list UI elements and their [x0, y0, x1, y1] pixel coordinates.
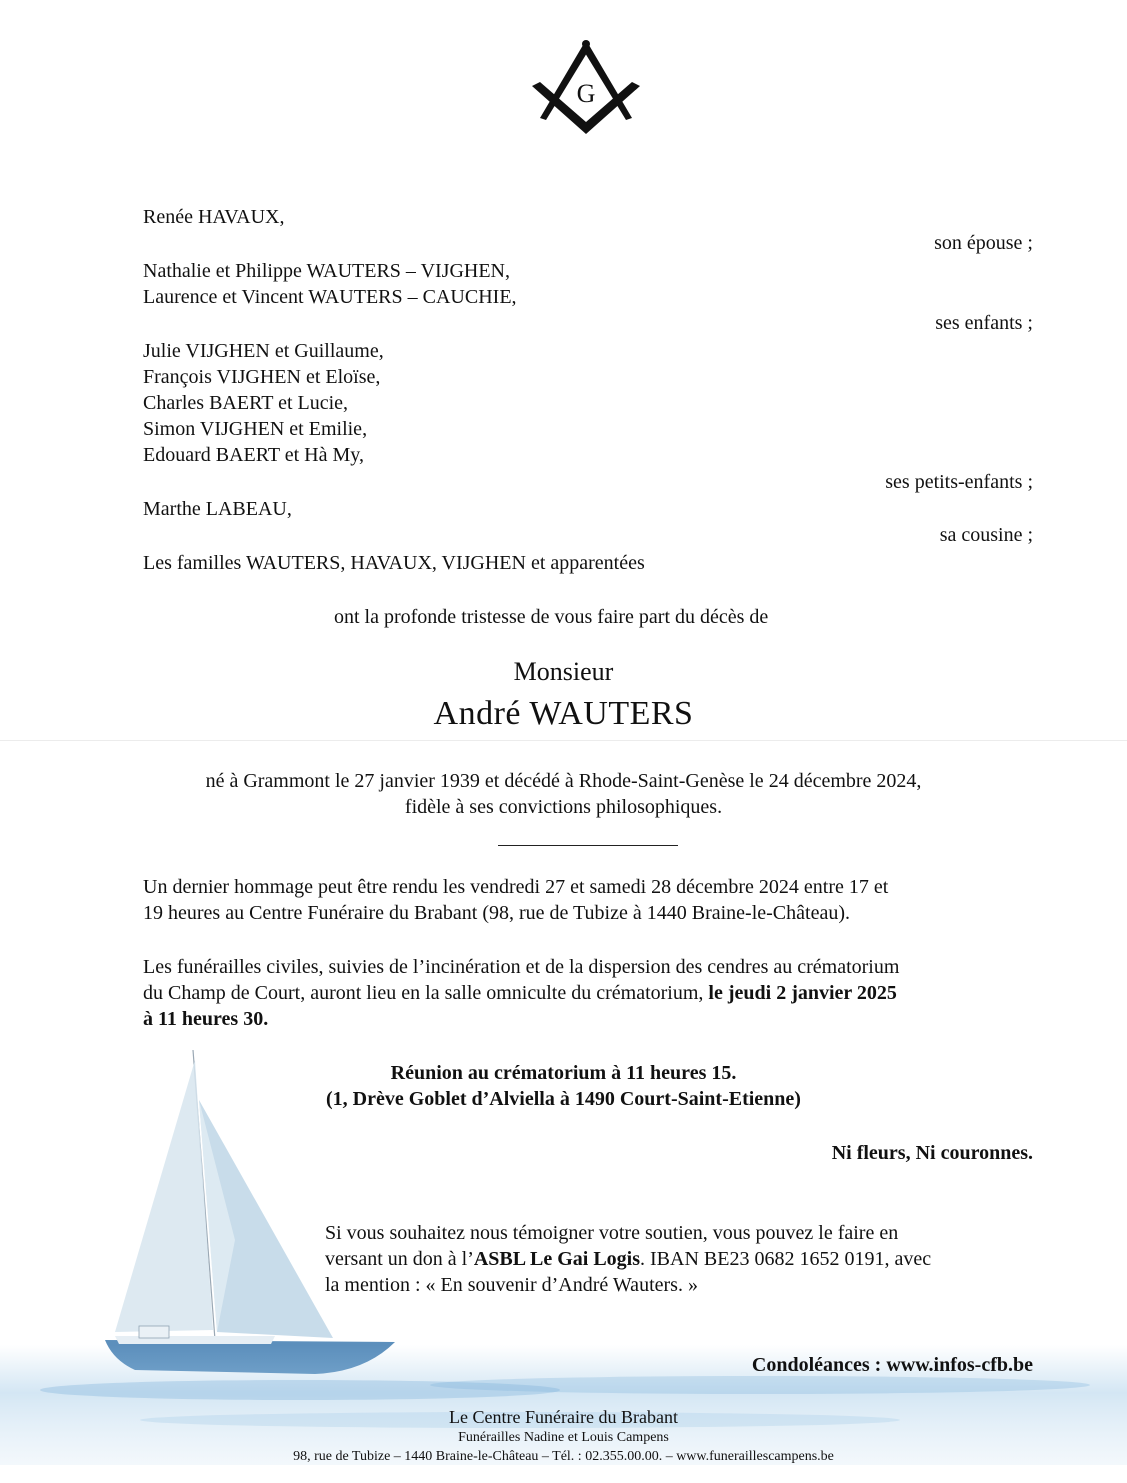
family-name: Marthe LABEAU, [143, 498, 292, 520]
family-name: Renée HAVAUX, [143, 206, 285, 228]
donation-iban: . IBAN BE23 0682 1652 0191, avec [640, 1248, 932, 1270]
svg-text:G: G [576, 79, 596, 108]
flowers-notice: Ni fleurs, Ni couronnes. [831, 1142, 1033, 1164]
family-name: Charles BAERT et Lucie, [143, 392, 349, 414]
birth-death-line: né à Grammont le 27 janvier 1939 et décédé à Rhode-Saint-Genèse le 24 décembre 2024, [205, 770, 922, 792]
family-name: Julie VIJGHEN et Guillaume, [143, 340, 384, 362]
donation-text: versant un don à l’ [325, 1248, 474, 1270]
donation-line [325, 1246, 931, 1272]
reunion-line: Réunion au crématorium à 11 heures 15. [390, 1062, 737, 1084]
family-name: Simon VIJGHEN et Emilie, [143, 418, 368, 440]
funerailles-time: à 11 heures 30. [143, 1008, 269, 1030]
funerailles-date: le jeudi 2 janvier 2025 [708, 982, 897, 1004]
square-and-compasses-icon [528, 38, 644, 138]
donation-organization: ASBL Le Gai Logis [473, 1248, 641, 1270]
family-relation: son épouse ; [934, 232, 1033, 254]
condolences-link: Condoléances : www.infos-cfb.be [751, 1354, 1033, 1376]
family-name: Nathalie et Philippe WAUTERS – VIJGHEN, [143, 260, 511, 282]
separator-rule [498, 845, 678, 846]
announcement-text: ont la profonde tristesse de vous faire part du décès de [334, 606, 769, 628]
donation-line: Si vous souhaitez nous témoigner votre soutien, vous pouvez le faire en [325, 1222, 899, 1244]
family-relation: ses enfants ; [935, 312, 1033, 334]
family-name: François VIJGHEN et Eloïse, [143, 366, 381, 388]
footer-subtitle: Funérailles Nadine et Louis Campens [458, 1430, 669, 1445]
donation-mention: la mention : « En souvenir d’André Wauters. » [325, 1274, 698, 1296]
hommage-line: Un dernier hommage peut être rendu les vendredi 27 et samedi 28 décembre 2024 entre 17 et [143, 876, 889, 898]
family-name: Edouard BAERT et Hà My, [143, 444, 364, 466]
fold-line [0, 740, 1127, 741]
footer-address: 98, rue de Tubize – 1440 Braine-le-Château – Tél. : 02.355.00.00. – www.funeraillescampens.be [293, 1449, 834, 1464]
footer-company: Le Centre Funéraire du Brabant [449, 1407, 678, 1427]
deceased-name: André WAUTERS [433, 695, 694, 732]
deceased-title: Monsieur [513, 657, 614, 686]
funerailles-line [143, 980, 897, 1006]
family-relation: ses petits-enfants ; [885, 471, 1033, 493]
family-name: Laurence et Vincent WAUTERS – CAUCHIE, [143, 286, 517, 308]
hommage-line: 19 heures au Centre Funéraire du Brabant (98, rue de Tubize à 1440 Braine-le-Château). [143, 902, 850, 924]
conviction-line: fidèle à ses convictions philosophiques. [404, 796, 723, 818]
funerailles-text: du Champ de Court, auront lieu en la salle omniculte du crématorium, [143, 982, 704, 1004]
funerailles-line: Les funérailles civiles, suivies de l’incinération et de la dispersion des cendres au crématorium [143, 956, 900, 978]
family-relation: sa cousine ; [939, 524, 1033, 546]
reunion-address: (1, Drève Goblet d’Alviella à 1490 Court-Saint-Etienne) [326, 1088, 801, 1110]
families-line: Les familles WAUTERS, HAVAUX, VIJGHEN et apparentées [143, 552, 645, 574]
